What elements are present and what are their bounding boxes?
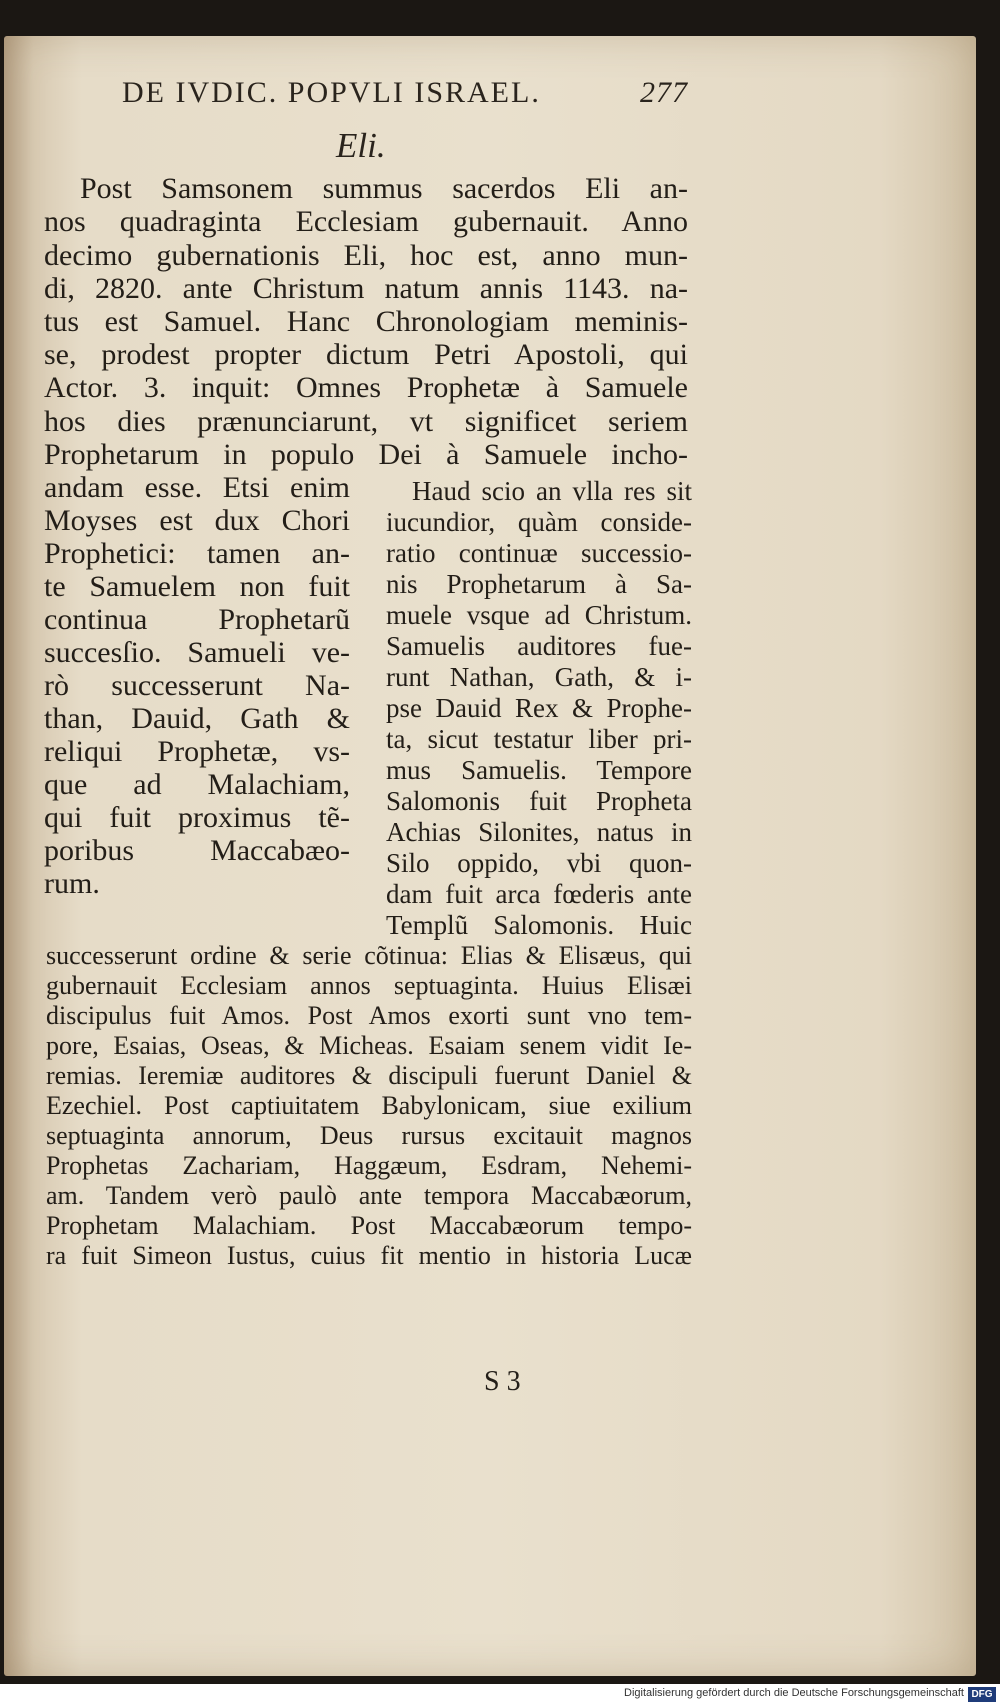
text-line: Prophetici: tamen an- [44,537,350,570]
text-line: Moyses est dux Chori [44,504,350,537]
text-line: te Samuelem non fuit [44,570,350,603]
page-number: 277 [640,76,688,109]
text-line: que ad Malachiam, [44,768,350,801]
note-line: muele vsque ad Christum. [386,600,692,630]
note-line: iucundior, quàm conside- [386,507,692,537]
note-line: dam fuit arca fœderis ante [386,879,692,909]
text-line: reliqui Prophetæ, vs- [44,735,350,768]
text-line: Post Samsonem summus sacerdos Eli an- [80,172,688,205]
note-line: nis Prophetarum à Sa- [386,569,692,599]
text-line: decimo gubernationis Eli, hoc est, anno mun- [44,239,688,272]
note-line: Silo oppido, vbi quon- [386,848,692,878]
note-line: Samuelis auditores fue- [386,631,692,661]
text-line: andam esse. Etsi enim [44,471,350,504]
text-line: gubernauit Ecclesiam annos septuaginta. Huius Elisæi [46,971,692,1000]
text-line: Prophetam Malachiam. Post Maccabæorum tempo- [46,1211,692,1240]
note-line: Salomonis fuit Propheta [386,786,692,816]
text-line: successerunt ordine & serie cõtinua: Elias & Elisæus, qui [46,941,692,970]
note-line: runt Nathan, Gath, & i- [386,662,692,692]
text-line: se, prodest propter dictum Petri Apostoli, qui [44,338,688,371]
note-line: ta, sicut testatur liber pri- [386,724,692,754]
text-line: pore, Esaias, Oseas, & Micheas. Esaiam senem vidit Ie- [46,1031,692,1060]
text-line: than, Dauid, Gath & [44,702,350,735]
text-line: succesſio. Samueli ve- [44,636,350,669]
text-line: ra fuit Simeon Iustus, cuius fit mentio in historia Lucæ [46,1241,692,1270]
text-line: septuaginta annorum, Deus rursus excitauit magnos [46,1121,692,1150]
signature-mark: S 3 [484,1366,521,1397]
note-line: Haud scio an vlla res sit [412,476,692,506]
digitization-footer [0,1684,1000,1706]
text-line: discipulus fuit Amos. Post Amos exorti sunt vno tem- [46,1001,692,1030]
dfg-logo-icon: DFG [968,1687,996,1702]
note-line: Achias Silonites, natus in [386,817,692,847]
note-line: mus Samuelis. Tempore [386,755,692,785]
text-line: rum. [44,867,100,900]
text-line: am. Tandem verò paulò ante tempora Maccabæorum, [46,1181,692,1210]
text-line: poribus Maccabæo- [44,834,350,867]
note-line: Templũ Salomonis. Huic [386,910,692,940]
text-line: hos dies prænunciarunt, vt significet seriem [44,405,688,438]
text-line: nos quadraginta Ecclesiam gubernauit. Anno [44,205,688,238]
text-line: Prophetarum in populo Dei à Samuele incho- [44,438,688,471]
text-line: Prophetas Zachariam, Haggæum, Esdram, Nehemi- [46,1151,692,1180]
text-line: continua Prophetarũ [44,603,350,636]
section-title: Eli. [336,126,386,165]
text-line: remias. Ieremiæ auditores & discipuli fuerunt Daniel & [46,1061,692,1090]
header-title: DE IVDIC. POPVLI ISRAEL. [122,76,541,109]
text-line: Ezechiel. Post captiuitatem Babylonicam, siue exilium [46,1091,692,1120]
text-line: Actor. 3. inquit: Omnes Prophetæ à Samuele [44,371,688,404]
text-line: rò successerunt Na- [44,669,350,702]
note-line: pse Dauid Rex & Prophe- [386,693,692,723]
text-line: tus est Samuel. Hanc Chronologiam meminis- [44,305,688,338]
text-line: di, 2820. ante Christum natum annis 1143. na- [44,272,688,305]
text-line: qui fuit proximus tẽ- [44,801,350,834]
footer-credit: Digitalisierung gefördert durch die Deutsche Forschungsgemeinschaft [624,1687,964,1699]
note-line: ratio continuæ successio- [386,538,692,568]
